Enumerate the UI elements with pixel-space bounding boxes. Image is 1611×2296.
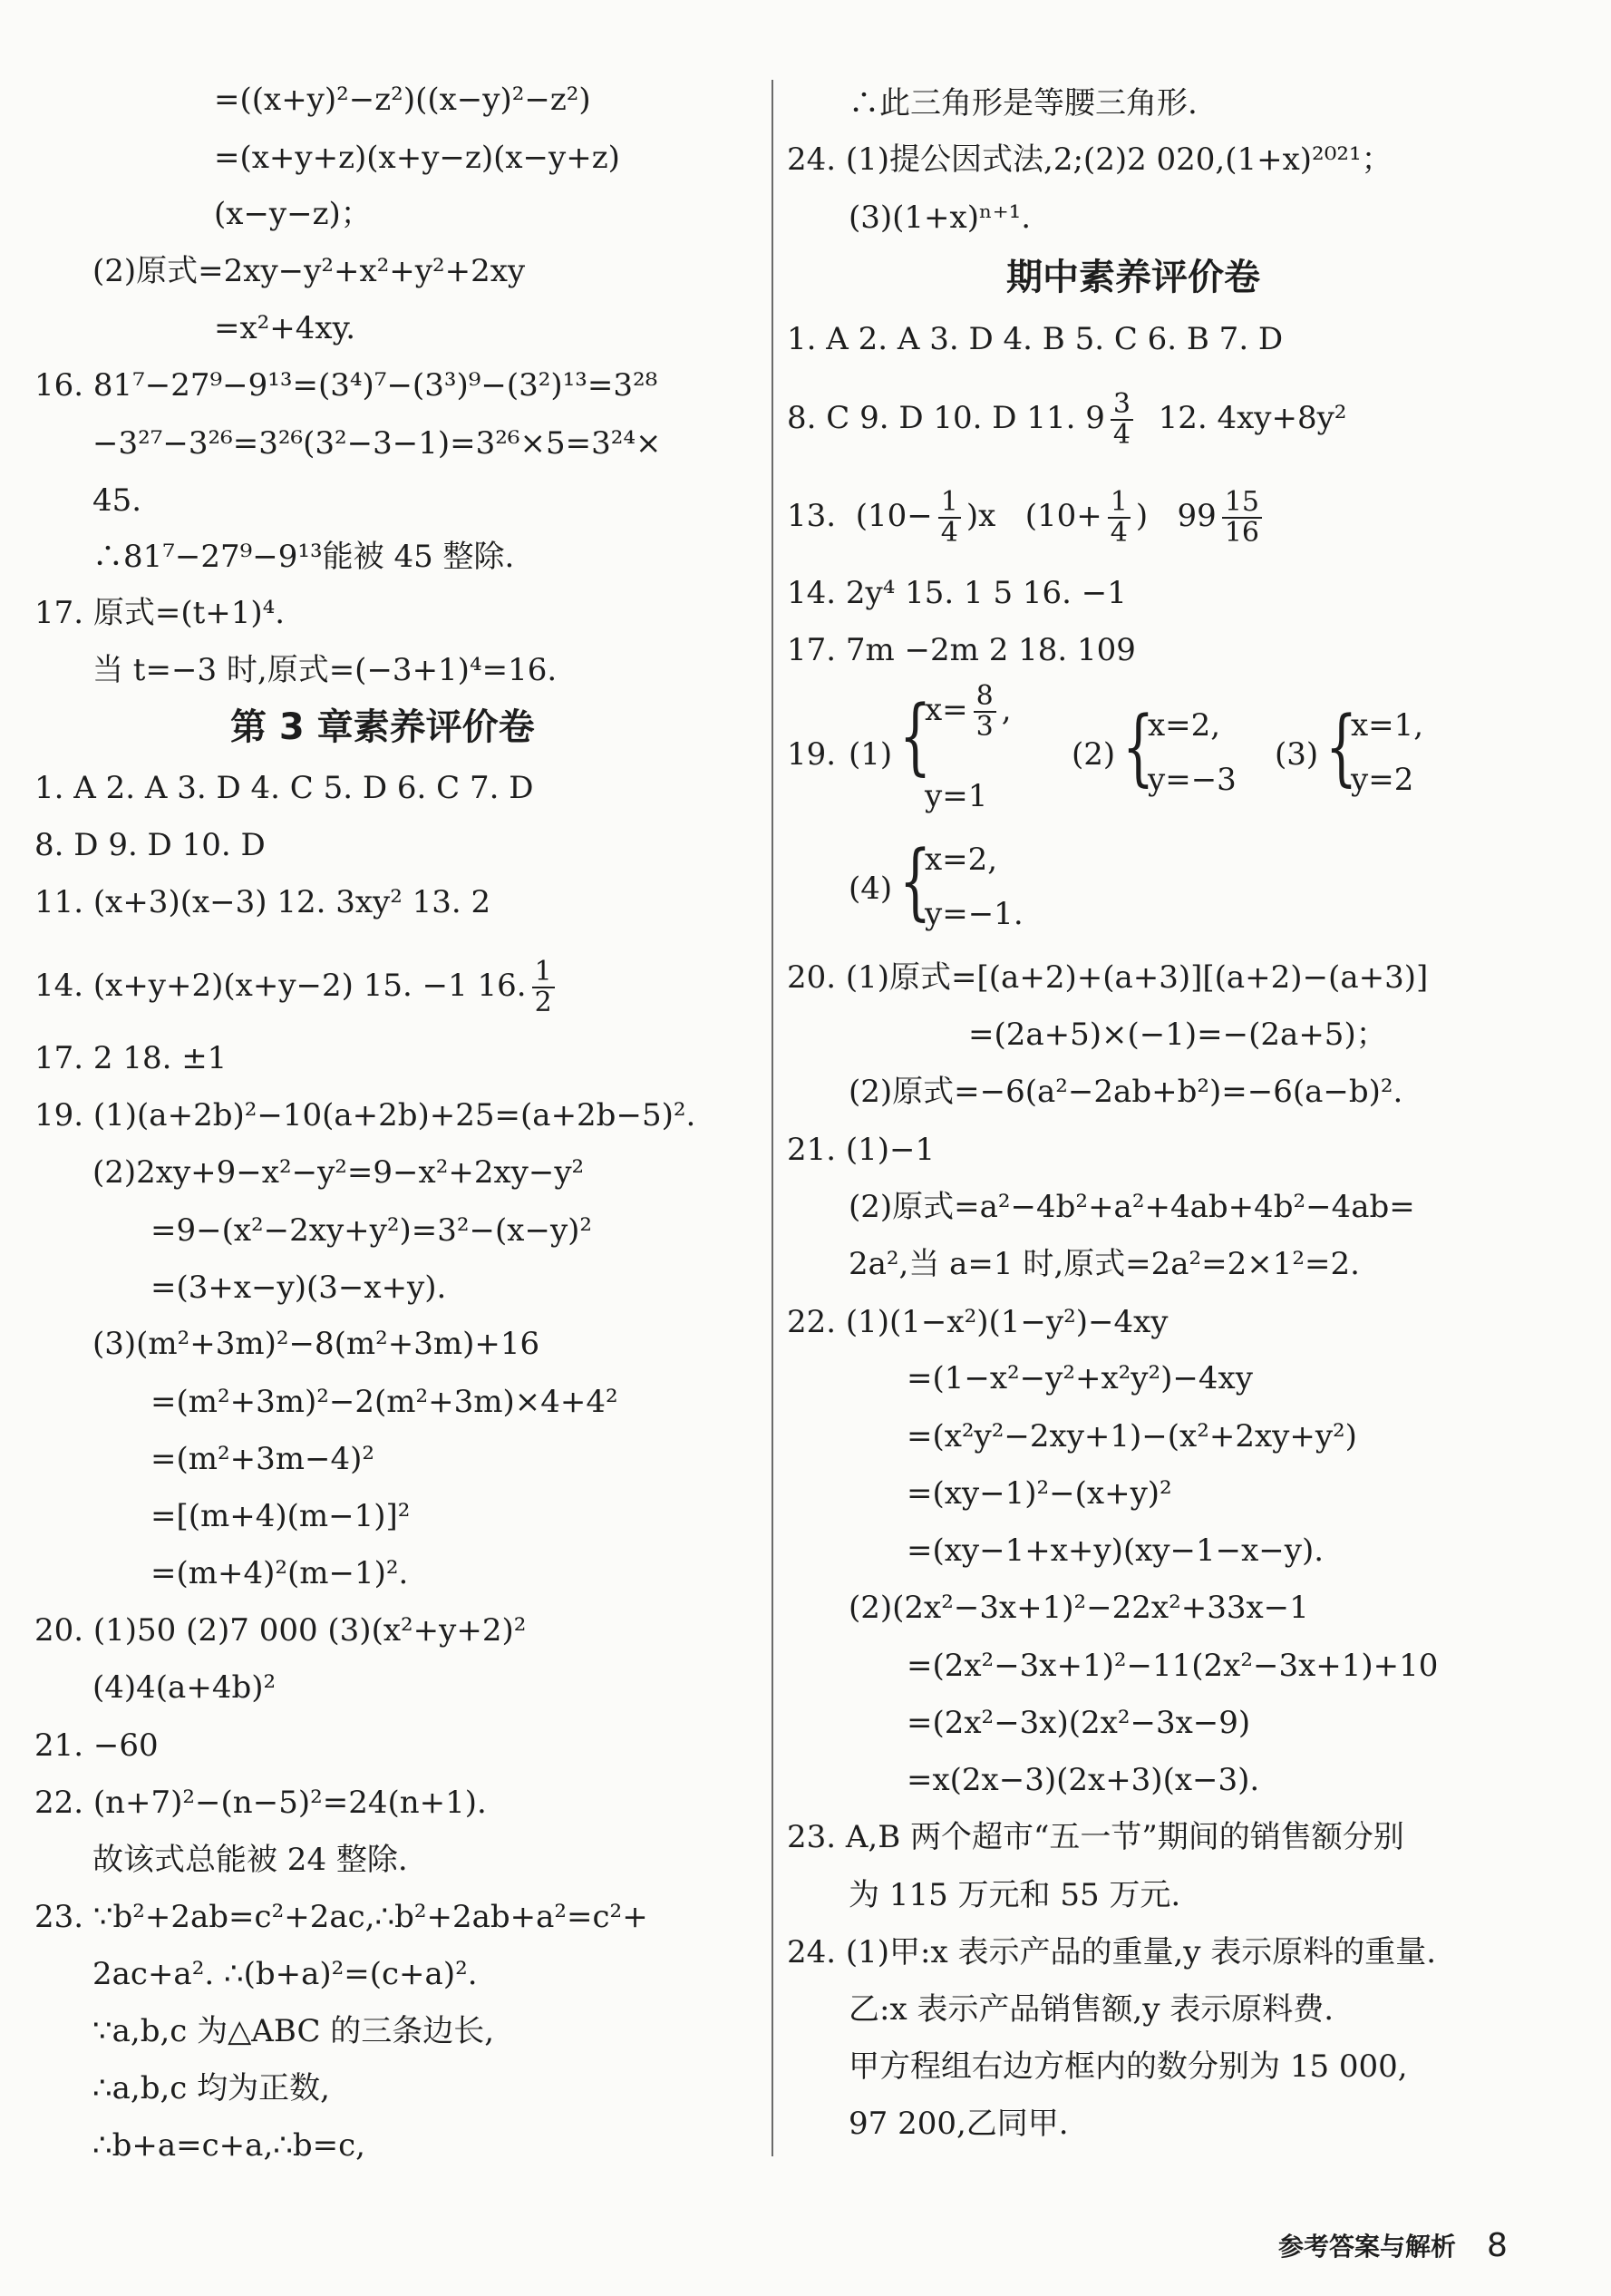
text-line: =(xy−1)²−(x+y)² [907, 1475, 1172, 1512]
text-line: =(xy−1+x+y)(xy−1−x−y). [907, 1532, 1325, 1569]
text-line: (2)原式=2xy−y²+x²+y²+2xy [92, 253, 526, 289]
answer-line [787, 390, 1346, 450]
fraction: $\frac{1}{2}$ [532, 958, 555, 1017]
text-line: =(x²y²−2xy+1)−(x²+2xy+y²) [907, 1418, 1357, 1454]
text-line: =(2x²−3x)(2x²−3x−9) [907, 1705, 1251, 1741]
text-line: 24. (1)提公因式法,2;(2)2 020,(1+x)²⁰²¹； [787, 141, 1393, 178]
answer-text: 8. C 9. D 10. D 11. 9 [787, 400, 1105, 436]
section-heading: 第 3 章素养评价卷 [230, 706, 535, 748]
text-line: 故该式总能被 24 整除. [92, 1842, 408, 1878]
text-line: 2ac+a². ∴(b+a)²=(c+a)². [92, 1956, 478, 1992]
text-line: =9−(x²−2xy+y²)=3²−(x−y)² [150, 1212, 593, 1249]
text-line: =(1−x²−y²+x²y²)−4xy [907, 1360, 1253, 1396]
text-line: 为 115 万元和 55 万元. [849, 1877, 1181, 1913]
brace: { [899, 832, 932, 929]
text-line: 16. 81⁷−27⁹−9¹³=(3⁴)⁷−(3³)⁹−(3²)¹³=3²⁸ [34, 367, 658, 404]
text-line: 21. (1)−1 [787, 1132, 936, 1168]
sub-label: (3) [1275, 736, 1319, 773]
text-line: 当 t=−3 时,原式=(−3+1)⁴=16. [92, 652, 558, 688]
brace: { [899, 687, 932, 784]
text-line: =(m²+3m−4)² [150, 1441, 374, 1477]
text-line: 19. (1)(a+2b)²−10(a+2b)+25=(a+2b−5)². [34, 1097, 696, 1133]
expression: )x [966, 498, 996, 534]
mixed-number: 99 [1177, 498, 1217, 534]
text-line: ∵a,b,c 为△ABC 的三条边长, [92, 2013, 495, 2049]
text-line: ∴a,b,c 均为正数, [92, 2070, 330, 2106]
text-line: =x²+4xy. [214, 310, 356, 346]
answer-text: 12. 4xy+8y² [1158, 400, 1347, 436]
equation-system [899, 680, 1012, 818]
answer-text: 14. (x+y+2)(x+y−2) 15. −1 16. [34, 968, 527, 1004]
text-line: ∴81⁷−27⁹−9¹³能被 45 整除. [92, 539, 515, 575]
brace: { [1122, 698, 1155, 795]
text-line: (4)4(a+4b)² [92, 1669, 277, 1706]
text-line: =x(2x−3)(2x+3)(x−3). [907, 1762, 1260, 1798]
equation-system [899, 832, 1035, 939]
text-line: 22. (n+7)²−(n−5)²=24(n+1). [34, 1785, 487, 1821]
text-line: 23. A,B 两个超市“五一节”期间的销售额分别 [787, 1819, 1404, 1855]
equation-row: y=−3 [1148, 762, 1237, 798]
text-line: =(2x²−3x+1)²−11(2x²−3x+1)+10 [907, 1648, 1439, 1684]
expression: ) [1135, 498, 1149, 534]
fraction: $\frac{3}{4}$ [1111, 390, 1133, 450]
text-line: (2)原式=a²−4b²+a²+4ab+4b²−4ab= [849, 1189, 1415, 1225]
text-line: ∴b+a=c+a,∴b=c, [92, 2127, 365, 2164]
text-line: 20. (1)50 (2)7 000 (3)(x²+y+2)² [34, 1612, 527, 1649]
equation-row: x=1, [1351, 707, 1424, 744]
text-line: 17. 2 18. ±1 [34, 1040, 228, 1076]
equation-row: y=−1. [925, 896, 1024, 932]
equation-row: x=2, [1148, 707, 1221, 744]
text-line: (2)(2x²−3x+1)²−22x²+33x−1 [849, 1590, 1309, 1626]
text-line: =(2a+5)×(−1)=−(2a+5)； [968, 1017, 1387, 1053]
text-line: (3)(1+x)ⁿ⁺¹. [849, 199, 1032, 236]
text-line: ∴此三角形是等腰三角形. [849, 85, 1198, 122]
answer-line: 17. 7m −2m 2 18. 109 [787, 632, 1136, 668]
text-line: =(m²+3m)²−2(m²+3m)×4+4² [150, 1384, 618, 1420]
fraction: $\frac{15}{16}$ [1222, 488, 1262, 548]
text-line: (3)(m²+3m)²−8(m²+3m)+16 [92, 1326, 540, 1362]
fraction: $\frac{8}{3}$ [974, 682, 996, 742]
text-line: (2)原式=−6(a²−2ab+b²)=−6(a−b)². [849, 1074, 1403, 1110]
text-line: 23. ∵b²+2ab=c²+2ac,∴b²+2ab+a²=c²+ [34, 1899, 648, 1935]
answer-line: 1. A 2. A 3. D 4. C 5. D 6. C 7. D [34, 770, 534, 806]
footer-label: 参考答案与解析 [1278, 2232, 1457, 2262]
answer-line: 11. (x+3)(x−3) 12. 3xy² 13. 2 [34, 884, 491, 920]
text-line: 乙:x 表示产品销售额,y 表示原料费. [849, 1991, 1334, 2028]
equation-row: x= $\frac{8}{3}$ , [925, 680, 1012, 743]
brace: { [1325, 698, 1358, 795]
text-line: =(3+x−y)(3−x+y). [150, 1270, 447, 1306]
text-line: 97 200,乙同甲. [849, 2106, 1069, 2142]
text-line: =(x+y+z)(x+y−z)(x−y+z) [214, 140, 620, 176]
answer-line [787, 488, 1267, 548]
expression: (10− [855, 498, 933, 534]
text-line: (2)2xy+9−x²−y²=9−x²+2xy−y² [92, 1154, 585, 1191]
text-line: 45. [92, 482, 142, 519]
equation-row: y=1 [925, 778, 988, 814]
sub-label: (4) [849, 871, 893, 907]
column-divider [772, 80, 773, 2156]
text-line: 17. 原式=(t+1)⁴. [34, 595, 286, 631]
text-line: 20. (1)原式=[(a+2)+(a+3)][(a+2)−(a+3)] [787, 959, 1429, 996]
equation-row: y=2 [1351, 762, 1414, 798]
page-number: 8 [1487, 2227, 1508, 2264]
text-line: 21. −60 [34, 1727, 159, 1764]
text-line: 2a²,当 a=1 时,原式=2a²=2×1²=2. [849, 1246, 1360, 1282]
text-line: =(m+4)²(m−1)². [150, 1555, 409, 1591]
answer-label: 13. [787, 498, 837, 534]
answer-line [34, 958, 560, 1017]
expression: (10+ [1024, 498, 1102, 534]
answer-line: 8. D 9. D 10. D [34, 827, 266, 863]
equation-row: x=2, [925, 842, 998, 878]
sub-label: (1) [849, 736, 893, 773]
text-line: 甲方程组右边方框内的数分别为 15 000, [849, 2048, 1408, 2085]
text-line: (x−y−z)； [214, 196, 372, 232]
question-label: 19. [787, 736, 837, 773]
section-heading: 期中素养评价卷 [1006, 257, 1260, 298]
fraction: $\frac{1}{4}$ [1108, 488, 1131, 548]
answer-line: 14. 2y⁴ 15. 1 5 16. −1 [787, 575, 1127, 611]
answer-line: 1. A 2. A 3. D 4. B 5. C 6. B 7. D [787, 321, 1284, 357]
equation-system [1325, 698, 1461, 805]
fraction: $\frac{1}{4}$ [938, 488, 961, 548]
equation-system [1122, 698, 1258, 805]
text-line: 24. (1)甲:x 表示产品的重量,y 表示原料的重量. [787, 1934, 1437, 1970]
sub-label: (2) [1072, 736, 1116, 773]
text-line: =[(m+4)(m−1)]² [150, 1498, 411, 1534]
text-line: =((x+y)²−z²)((x−y)²−z²) [214, 82, 591, 118]
text-line: 22. (1)(1−x²)(1−y²)−4xy [787, 1304, 1169, 1340]
text-line: −3²⁷−3²⁶=3²⁶(3²−3−1)=3²⁶×5=3²⁴× [92, 425, 662, 462]
